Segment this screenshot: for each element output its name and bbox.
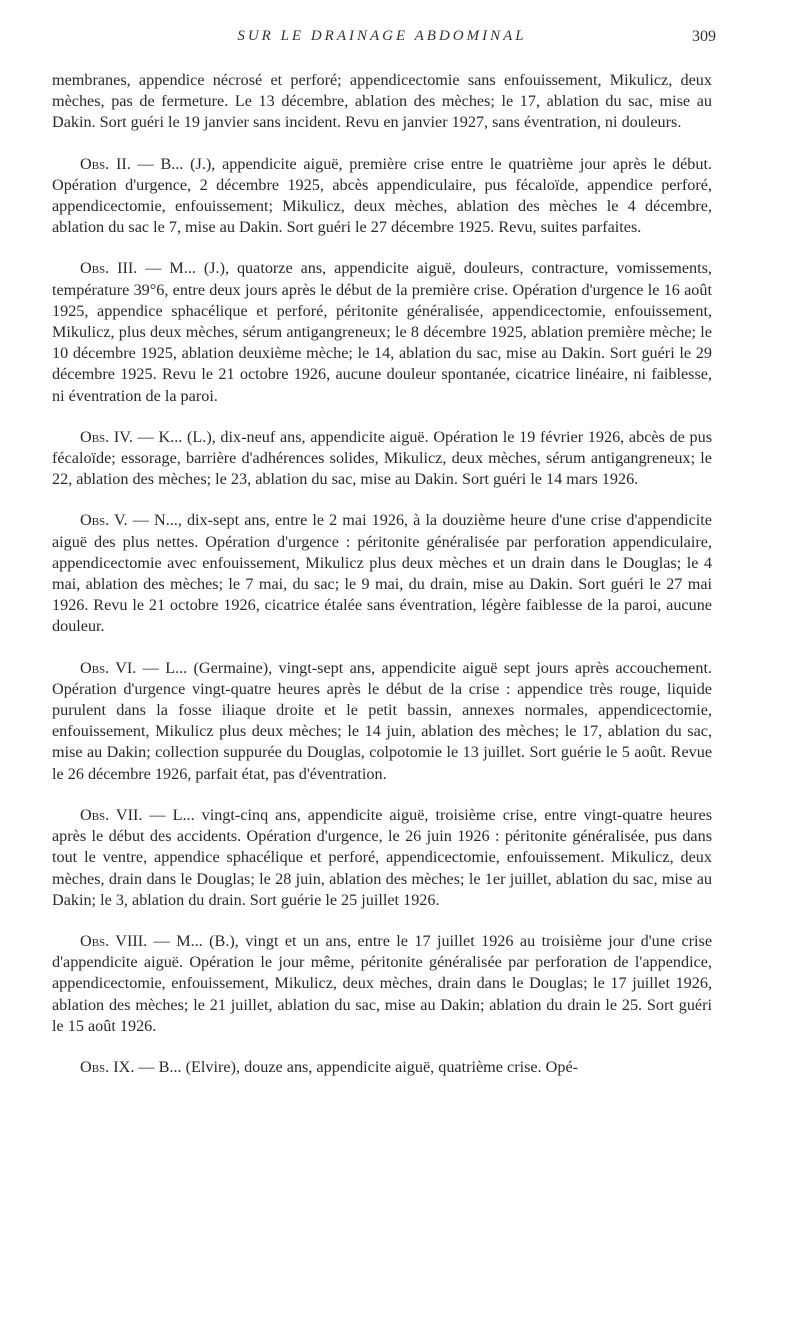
page-number: 309 bbox=[692, 28, 716, 45]
document-page bbox=[52, 28, 716, 1078]
observation-text: — L... vingt-cinq ans, appendicite aiguë, troisième crise, entre vingt-quatre heures après le début des accidents. Opération d'urgence, le 26 juin 1926 : péritonite généralisée, pus dans tout le ventre, appendice sphacélique et perforé, appendicectomie, enfouissement. Mikulicz, deux mèches, drain dans le Douglas; le 28 juin, ablation des mèches; le 1er juillet, ablation du sac, mise au Dakin; le 3, ablation du drain. Sort guérie le 25 juillet 1926. bbox=[52, 805, 713, 909]
observation-vii bbox=[52, 805, 712, 911]
observation-label: Obs. V. bbox=[80, 511, 128, 530]
observation-v bbox=[52, 510, 712, 637]
observation-text: — L... (Germaine), vingt-sept ans, appendicite aiguë sept jours après accouchement. Opération d'urgence vingt-quatre heures après le début de la crise : appendice très rouge, liquide purulent dans la fosse iliaque droite et le petit bassin, annexes normales, appendicectomie, enfouissement, Mikulicz plus deux mèches; le 14 juin, ablation des mèches; le 17, ablation du sac, mise au Dakin; collection suppurée du Douglas, colpotomie le 13 juillet. Sort guérie le 5 août. Revue le 26 décembre 1926, parfait état, pas d'éventration. bbox=[52, 658, 712, 783]
observation-label: Obs. VI. bbox=[80, 658, 137, 677]
observation-iii bbox=[52, 258, 712, 406]
observation-iv bbox=[52, 427, 712, 491]
page-header bbox=[52, 28, 716, 54]
running-title: SUR LE DRAINAGE ABDOMINAL bbox=[237, 28, 527, 44]
paragraph-text: membranes, appendice nécrosé et perforé; appendicectomie sans enfouissement, Mikulicz, deux mèches, pas de fermeture. Le 13 décembre, ablation des mèches; le 17, ablation du sac, mise au Dakin. Sort guéri le 19 janvier sans incident. Revu en janvier 1927, sans éventration, ni douleurs. bbox=[52, 71, 712, 132]
observation-text: — K... (L.), dix-neuf ans, appendicite aiguë. Opération le 19 février 1926, abcès de pus fécaloïde; essorage, barrière d'adhérences solides, Mikulicz, deux mèches, sérum antigangreneux; le 22, ablation des mèches; le 23, ablation du sac, mise au Dakin. Sort guéri le 14 mars 1926. bbox=[52, 427, 712, 489]
observation-text: — M... (B.), vingt et un ans, entre le 17 juillet 1926 au troisième jour d'une crise d'appendicite aiguë. Opération le jour même, péritonite généralisée par perforation de l'appendice, appendicectomie, enfouissement, Mikulicz, deux mèches, drain dans le Douglas; le 17 juillet 1926, ablation des mèches; le 21 juillet, ablation du sac, mise au Dakin; ablation du drain le 25. Sort guéri le 15 août 1926. bbox=[52, 931, 713, 1035]
observation-label: Obs. IV. bbox=[80, 427, 133, 446]
observation-text: — M... (J.), quatorze ans, appendicite aiguë, douleurs, contracture, vomissements, température 39°6, entre deux jours après le début de la première crise. Opération d'urgence le 16 août 1925, appendice sphacélique et perforé, péritonite généralisée, appendicectomie, enfouissement, Mikulicz, plus deux mèches, sérum antigangreneux; le 8 décembre 1925, ablation première mèche; le 10 décembre 1925, ablation deuxième mèche; le 14, ablation du sac, mise au Dakin. Sort guéri le 29 décembre 1925. Revu le 21 octobre 1926, aucune douleur spontanée, cicatrice linéaire, ni faiblesse, ni éventration de la paroi. bbox=[52, 259, 712, 405]
observation-viii bbox=[52, 931, 712, 1037]
paragraph-continuation bbox=[52, 70, 712, 134]
observation-label: Obs. VII. bbox=[80, 805, 143, 824]
observation-text: — B... (Elvire), douze ans, appendicite aiguë, quatrième crise. Opé- bbox=[134, 1057, 579, 1076]
observation-ii bbox=[52, 154, 712, 239]
observation-label: Obs. II. bbox=[80, 154, 131, 173]
observation-label: Obs. III. bbox=[80, 259, 138, 278]
observation-ix bbox=[52, 1057, 712, 1078]
observation-label: Obs. VIII. bbox=[80, 931, 148, 950]
observation-label: Obs. IX. bbox=[80, 1057, 135, 1076]
observation-text: — B... (J.), appendicite aiguë, première crise entre le quatrième jour après le début. Opération d'urgence, 2 décembre 1925, abcès appendiculaire, pus fécaloïde, appendice perforé, appendicectomie, enfouissement; Mikulicz, deux mèches, ablation des mèches le 4 décembre, ablation du sac le 7, mise au Dakin. Sort guéri le 27 décembre 1925. Revu, suites parfaites. bbox=[52, 154, 712, 237]
observation-text: — N..., dix-sept ans, entre le 2 mai 1926, à la douzième heure d'une crise d'appendicite aiguë des plus nettes. Opération d'urgence : péritonite généralisée par perforation appendiculaire, appendicectomie avec enfouissement, Mikulicz plus deux mèches et un drain dans le Douglas; le 4 mai, ablation des mèches; le 7 mai, du sac; le 9 mai, du drain, mise au Dakin. Sort guéri le 27 mai 1926. Revu le 21 octobre 1926, cicatrice étalée sans éventration, légère faiblesse de la paroi, aucune douleur. bbox=[52, 511, 712, 636]
observation-vi bbox=[52, 658, 712, 785]
